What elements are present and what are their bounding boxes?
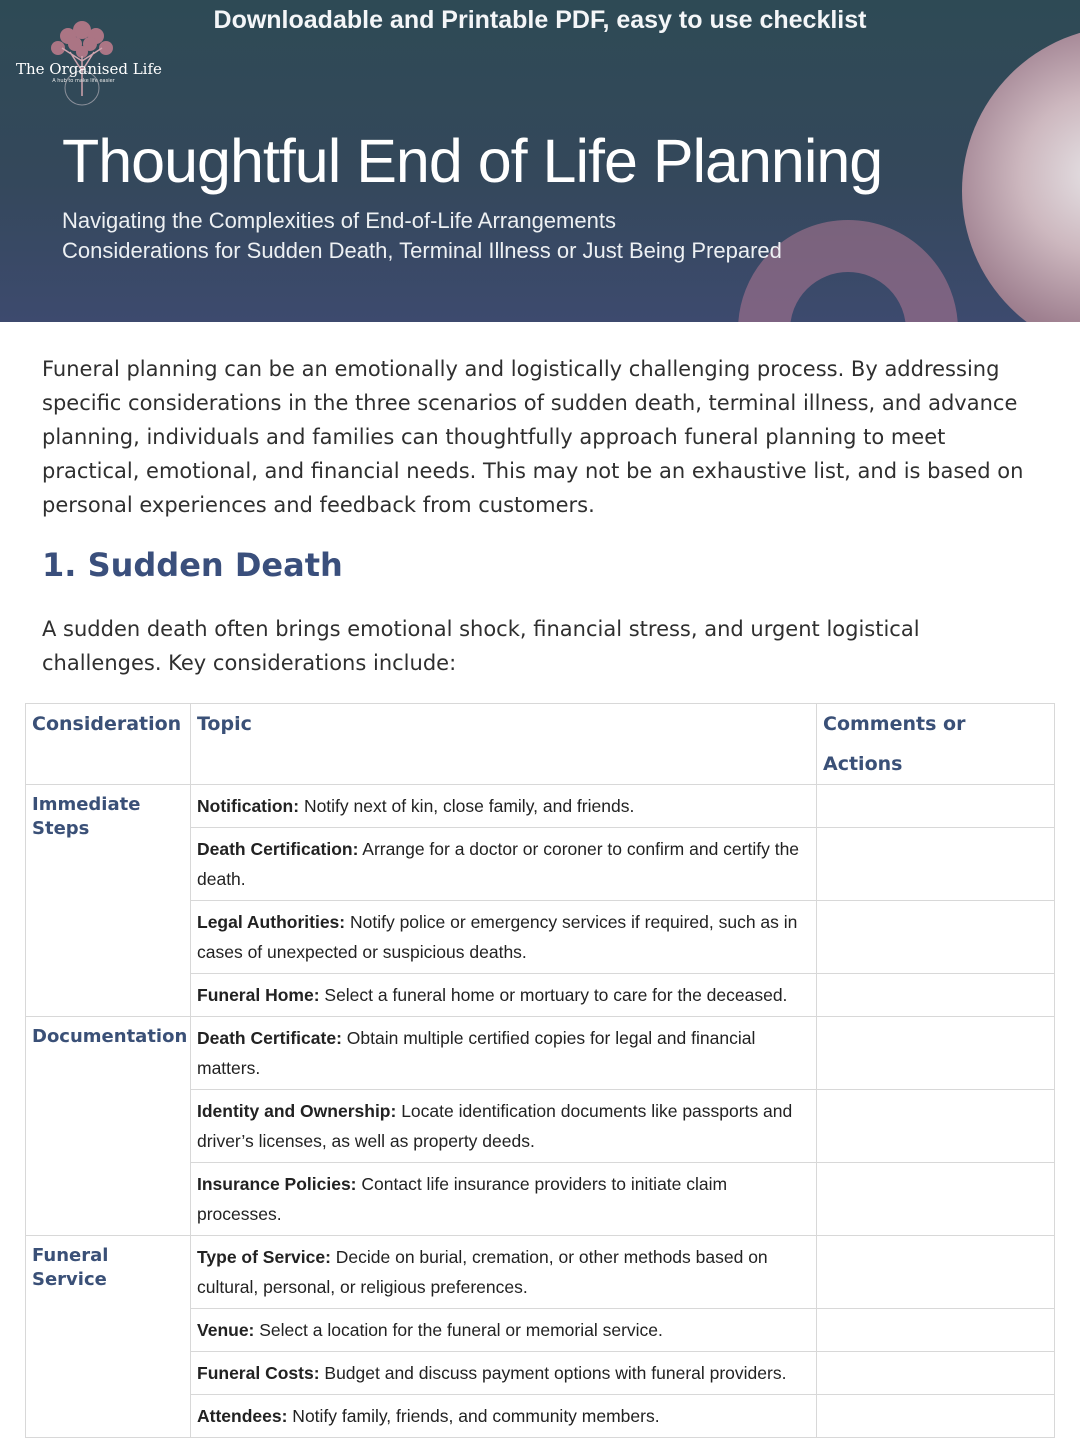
brand-tagline: A hub to make life easier (52, 78, 115, 84)
topic-label: Legal Authorities: (197, 912, 346, 932)
checklist-table (25, 703, 1055, 1438)
category-cell: Immediate Steps (26, 785, 191, 1017)
comments-cell[interactable] (817, 1309, 1055, 1352)
download-banner: Downloadable and Printable PDF, easy to use checklist (213, 6, 867, 34)
section-lead (42, 612, 1042, 680)
comments-cell[interactable] (817, 828, 1055, 901)
intro-line: personal experiences and feedback from customers. (42, 493, 595, 517)
topic-cell (191, 1163, 817, 1236)
subtitle-line-1: Navigating the Complexities of End-of-Life Arrangements (62, 208, 616, 233)
category-cell: Funeral Service (26, 1236, 191, 1438)
lead-line: challenges. Key considerations include: (42, 651, 457, 675)
comments-cell[interactable] (817, 1017, 1055, 1090)
topic-cell (191, 1395, 817, 1438)
topic-cell (191, 1352, 817, 1395)
comments-cell[interactable] (817, 974, 1055, 1017)
header-comments: Comments or Actions (817, 704, 1055, 785)
comments-cell[interactable] (817, 1236, 1055, 1309)
decorative-orb (962, 26, 1080, 322)
lead-line: A sudden death often brings emotional shock, financial stress, and urgent logistical (42, 617, 920, 641)
topic-label: Identity and Ownership: (197, 1101, 397, 1121)
topic-cell (191, 901, 817, 974)
comments-cell[interactable] (817, 1090, 1055, 1163)
topic-label: Venue: (197, 1320, 255, 1340)
header-banner (0, 0, 1080, 322)
table-row (26, 1017, 1055, 1090)
header-consideration: Consideration (26, 704, 191, 785)
comments-cell[interactable] (817, 901, 1055, 974)
topic-cell (191, 1090, 817, 1163)
brand-name: The Organised Life (16, 60, 162, 78)
comments-cell[interactable] (817, 1395, 1055, 1438)
topic-text: Locate identification documents like passports and driver’s licenses, as well as property deeds. (197, 1101, 793, 1151)
topic-text: Select a funeral home or mortuary to care for the deceased. (319, 985, 788, 1005)
topic-cell (191, 1309, 817, 1352)
topic-label: Death Certificate: (197, 1028, 342, 1048)
section-heading: 1. Sudden Death (42, 546, 343, 584)
topic-label: Funeral Home: (197, 985, 320, 1005)
topic-label: Type of Service: (197, 1247, 331, 1267)
topic-text: Arrange for a doctor or coroner to confirm and certify the death. (197, 839, 800, 889)
subtitle-line-2: Considerations for Sudden Death, Terminal Illness or Just Being Prepared (62, 238, 782, 263)
category-cell: Documentation (26, 1017, 191, 1236)
brand-logo (16, 16, 162, 106)
page-title: Thoughtful End of Life Planning (62, 127, 883, 195)
topic-cell (191, 785, 817, 828)
topic-cell (191, 1236, 817, 1309)
topic-cell (191, 828, 817, 901)
intro-line: practical, emotional, and financial needs. This may not be an exhaustive list, and is based on (42, 459, 1024, 483)
table-row (26, 785, 1055, 828)
intro-line: specific considerations in the three scenarios of sudden death, terminal illness, and advance (42, 391, 1018, 415)
topic-text: Notify police or emergency services if required, such as in cases of unexpected or suspicious deaths. (197, 912, 798, 962)
topic-label: Attendees: (197, 1406, 288, 1426)
topic-cell (191, 974, 817, 1017)
topic-text: Obtain multiple certified copies for legal and financial matters. (197, 1028, 756, 1078)
comments-cell[interactable] (817, 1352, 1055, 1395)
comments-cell[interactable] (817, 785, 1055, 828)
topic-label: Notification: (197, 796, 300, 816)
intro-line: Funeral planning can be an emotionally and logistically challenging process. By addressing (42, 357, 1000, 381)
topic-label: Funeral Costs: (197, 1363, 320, 1383)
table-row (26, 1236, 1055, 1309)
topic-text: Decide on burial, cremation, or other methods based on cultural, personal, or religious preferences. (197, 1247, 768, 1297)
decorative-arc (738, 220, 958, 322)
topic-text: Notify family, friends, and community members. (287, 1406, 660, 1426)
topic-label: Insurance Policies: (197, 1174, 357, 1194)
topic-label: Death Certification: (197, 839, 359, 859)
topic-text: Notify next of kin, close family, and friends. (299, 796, 635, 816)
comments-cell[interactable] (817, 1163, 1055, 1236)
table-header-row (26, 704, 1055, 785)
intro-line: planning, individuals and families can thoughtfully approach funeral planning to meet (42, 425, 946, 449)
header-topic: Topic (191, 704, 817, 785)
topic-cell (191, 1017, 817, 1090)
topic-text: Contact life insurance providers to initiate claim processes. (197, 1174, 728, 1224)
topic-text: Budget and discuss payment options with funeral providers. (319, 1363, 787, 1383)
intro-paragraph (42, 352, 1042, 522)
topic-text: Select a location for the funeral or memorial service. (254, 1320, 663, 1340)
